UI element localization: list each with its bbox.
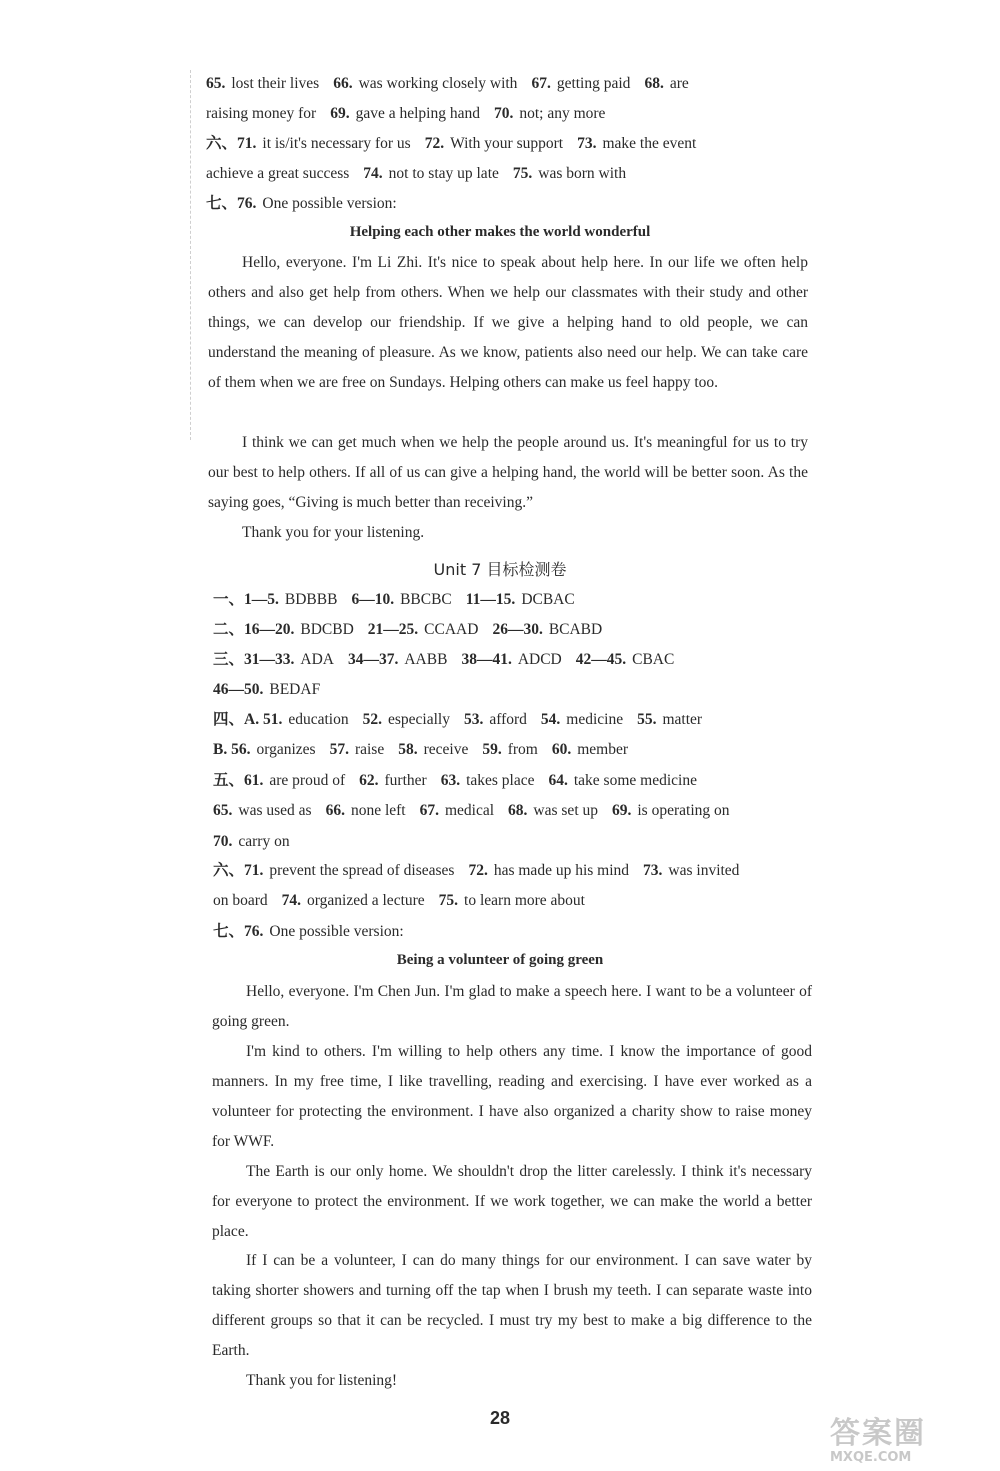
answer-item	[213, 651, 334, 668]
answer-number: 74.	[281, 892, 302, 909]
answer-item	[548, 772, 696, 789]
answer-item	[213, 621, 354, 638]
answer-line	[213, 740, 642, 760]
answer-item	[643, 862, 739, 879]
answer-item	[213, 892, 268, 909]
answer-item	[576, 651, 675, 668]
answer-item	[206, 195, 397, 212]
answer-line	[206, 194, 411, 214]
answer-text: organizes	[256, 741, 316, 758]
answer-line	[213, 590, 589, 610]
answer-item	[464, 711, 527, 728]
answer-text: CBAC	[632, 651, 675, 668]
answer-text: One possible version:	[269, 923, 404, 940]
answer-text: was born with	[538, 165, 627, 182]
answer-text: education	[288, 711, 349, 728]
essay-paragraph: I'm kind to others. I'm willing to help others any time. I know the importance of good manners. In my free time, I like travelling, reading and exercising. I have ever worked as a volunteer for protecting the environment. I have also organized a charity show to raise money for WWF.	[212, 1043, 812, 1150]
answer-number: 58.	[398, 741, 418, 758]
answer-text: carry on	[238, 833, 290, 850]
answer-number: 67.	[419, 802, 439, 819]
answer-item	[492, 621, 602, 638]
answer-number: 65.	[206, 75, 226, 92]
answer-line	[213, 861, 753, 881]
answer-text: takes place	[466, 772, 535, 789]
answer-item	[213, 923, 404, 940]
answer-text: from	[507, 741, 538, 758]
answer-item	[466, 591, 575, 608]
answer-item	[348, 651, 447, 668]
answer-text: ADCD	[517, 651, 562, 668]
answer-number: 60.	[551, 741, 572, 758]
answer-item	[468, 862, 629, 879]
answer-text: AABB	[404, 651, 448, 668]
answer-number: 6—10.	[351, 591, 395, 608]
answer-number: 五、61.	[213, 772, 264, 789]
answer-text: are	[669, 75, 689, 92]
answer-number: 75.	[512, 165, 533, 182]
answer-line	[213, 922, 418, 942]
answer-number: 57.	[329, 741, 349, 758]
answer-text: One possible version:	[262, 195, 397, 212]
answer-line	[213, 620, 616, 640]
essay-title: Helping each other makes the world wonderful	[349, 224, 651, 240]
answer-item	[368, 621, 479, 638]
answer-item	[612, 802, 730, 819]
answer-number: 67.	[531, 75, 551, 92]
answer-number: 六、71.	[213, 862, 264, 879]
answer-item	[482, 741, 538, 758]
answer-text: has made up his mind	[493, 862, 630, 879]
answer-text: was invited	[668, 862, 740, 879]
answer-number: 一、1—5.	[213, 591, 279, 608]
answer-item	[213, 711, 349, 728]
page-number: 28	[489, 1408, 511, 1428]
answer-line	[206, 104, 619, 124]
answer-item	[213, 833, 290, 850]
answer-text: especially	[387, 711, 450, 728]
margin-rule	[190, 70, 191, 440]
answer-line	[213, 680, 334, 700]
answer-item	[330, 105, 480, 122]
answer-number: 66.	[333, 75, 353, 92]
answer-number: 69.	[612, 802, 632, 819]
answer-number: 70.	[213, 833, 233, 850]
answer-text: BDCBD	[300, 621, 354, 638]
answer-item	[420, 802, 494, 819]
answer-line	[206, 134, 710, 154]
answer-item	[206, 135, 411, 152]
essay-title: Being a volunteer of going green	[396, 952, 604, 968]
answer-number: 65.	[213, 802, 233, 819]
answer-text: BBCBC	[400, 591, 452, 608]
answer-text: on board	[213, 892, 268, 909]
answer-text: further	[384, 772, 427, 789]
answer-item	[637, 711, 702, 728]
answer-line	[206, 74, 703, 94]
answer-text: lost their lives	[231, 75, 320, 92]
answer-line	[213, 801, 744, 821]
answer-text: ADA	[300, 651, 334, 668]
answer-text: raising money for	[206, 105, 317, 122]
answer-text: it is/it's necessary for us	[262, 135, 411, 152]
answer-number: 72.	[468, 862, 488, 879]
answer-text: CCAAD	[424, 621, 479, 638]
answer-number: 46—50.	[213, 681, 264, 698]
answer-number: 七、76.	[206, 195, 257, 212]
answer-number: 73.	[577, 135, 597, 152]
answer-item	[398, 741, 468, 758]
answer-number: 21—25.	[367, 621, 419, 638]
answer-item	[541, 711, 623, 728]
answer-number: 52.	[362, 711, 382, 728]
answer-item	[508, 802, 598, 819]
answer-item	[531, 75, 630, 92]
essay-paragraph: Hello, everyone. I'm Chen Jun. I'm glad to make a speech here. I want to be a volunteer of going green.	[212, 983, 812, 1030]
answer-item	[213, 772, 345, 789]
essay-paragraph: Thank you for listening!	[246, 1372, 398, 1389]
answer-item	[351, 591, 451, 608]
answer-item	[213, 741, 316, 758]
answer-item	[213, 862, 454, 879]
answer-number: B. 56.	[213, 741, 251, 758]
answer-number: 74.	[363, 165, 383, 182]
answer-item	[213, 802, 312, 819]
answer-item	[206, 165, 349, 182]
answer-number: 63.	[440, 772, 461, 789]
answer-text: are proud of	[269, 772, 346, 789]
answer-number: 42—45.	[575, 651, 627, 668]
answer-item	[577, 135, 696, 152]
answer-text: getting paid	[556, 75, 631, 92]
answer-number: 三、31—33.	[213, 651, 295, 668]
essay-paragraph: The Earth is our only home. We shouldn't drop the litter carelessly. I think it's necessary for everyone to protect the environment. If we work together, we can make the world a better place.	[212, 1163, 812, 1240]
answer-number: 59.	[482, 741, 502, 758]
essay-paragraph: If I can be a volunteer, I can do many things for our environment. I can save water by taking shorter showers and turning off the tap when I brush my teeth. I can separate waste into different groups so that it can be recycled. I must try my best to make a big difference to the Earth.	[212, 1252, 812, 1359]
answer-item	[494, 105, 605, 122]
watermark-text: 答案圈	[830, 1416, 926, 1451]
essay-paragraph: Hello, everyone. I'm Li Zhi. It's nice to speak about help here. In our life we often help others and also get help from others. When we help our classmates with their study and other things, we can develop our friendship. If we give a helping hand to old people, we can understand the meaning of pleasure. As we know, patients also need our help. We can take care of them when we are free on Sundays. Helping others can make us feel happy too.	[208, 254, 808, 391]
answer-number: 七、76.	[213, 923, 264, 940]
answer-item	[363, 711, 450, 728]
answer-item	[513, 165, 626, 182]
answer-text: achieve a great success	[206, 165, 350, 182]
answer-item	[363, 165, 499, 182]
answer-item	[644, 75, 688, 92]
answer-number: 11—15.	[465, 591, 516, 608]
answer-item	[552, 741, 628, 758]
answer-text: not to stay up late	[388, 165, 499, 182]
answer-number: 68.	[644, 75, 664, 92]
section-heading: Unit 7 目标检测卷	[433, 560, 567, 579]
answer-number: 64.	[548, 772, 568, 789]
answer-number: 26—30.	[492, 621, 543, 638]
answer-number: 68.	[508, 802, 528, 819]
answer-item	[206, 105, 316, 122]
answer-line	[213, 832, 304, 852]
answer-text: was used as	[238, 802, 312, 819]
answer-line	[206, 164, 640, 184]
answer-number: 62.	[359, 772, 379, 789]
answer-item	[425, 135, 563, 152]
answer-text: gave a helping hand	[355, 105, 480, 122]
answer-text: to learn more about	[464, 892, 585, 909]
answer-number: 66.	[325, 802, 345, 819]
answer-text: make the event	[602, 135, 697, 152]
answer-text: DCBAC	[521, 591, 575, 608]
answer-text: raise	[354, 741, 385, 758]
answer-number: 38—41.	[461, 651, 512, 668]
answer-text: take some medicine	[573, 772, 697, 789]
answer-number: 34—37.	[347, 651, 399, 668]
answer-text: prevent the spread of diseases	[269, 862, 455, 879]
answer-number: 二、16—20.	[213, 621, 295, 638]
answer-text: BCABD	[548, 621, 603, 638]
answer-item	[439, 892, 585, 909]
answer-text: was working closely with	[358, 75, 518, 92]
answer-item	[206, 75, 319, 92]
answer-number: 六、71.	[206, 135, 257, 152]
answer-text: none left	[350, 802, 406, 819]
answer-text: organized a lecture	[307, 892, 425, 909]
answer-text: With your support	[450, 135, 564, 152]
answer-text: not; any more	[519, 105, 606, 122]
answer-text: matter	[662, 711, 703, 728]
answer-text: is operating on	[637, 802, 730, 819]
watermark-logo	[830, 1408, 990, 1468]
answer-item	[359, 772, 427, 789]
answer-number: 55.	[637, 711, 657, 728]
answer-text: BEDAF	[269, 681, 321, 698]
answer-number: 四、A. 51.	[213, 711, 283, 728]
answer-number: 53.	[463, 711, 484, 728]
answer-number: 70.	[493, 105, 514, 122]
answer-number: 75.	[438, 892, 459, 909]
answer-item	[461, 651, 561, 668]
answer-item	[326, 802, 406, 819]
answer-item	[282, 892, 425, 909]
answer-text: medicine	[566, 711, 624, 728]
watermark-url: MXQE.COM	[830, 1450, 912, 1465]
answer-item	[213, 591, 337, 608]
answer-item	[330, 741, 385, 758]
answer-text: BDBBB	[284, 591, 338, 608]
answer-number: 72.	[424, 135, 445, 152]
essay-paragraph: Thank you for your listening.	[242, 524, 425, 541]
answer-text: receive	[423, 741, 469, 758]
answer-line	[213, 771, 711, 791]
answer-line	[213, 650, 688, 670]
essay-paragraph: I think we can get much when we help the people around us. It's meaningful for us to try our best to help others. If all of us can give a helping hand, the world will be better soon. As the saying goes, “Giving is much better than receiving.”	[208, 434, 808, 511]
answer-item	[441, 772, 535, 789]
answer-text: member	[577, 741, 629, 758]
answer-item	[333, 75, 517, 92]
answer-number: 69.	[330, 105, 350, 122]
answer-line	[213, 891, 599, 911]
answer-text: was set up	[533, 802, 598, 819]
answer-text: afford	[489, 711, 527, 728]
answer-number: 54.	[540, 711, 561, 728]
answer-line	[213, 710, 716, 730]
answer-number: 73.	[643, 862, 663, 879]
answer-text: medical	[444, 802, 495, 819]
answer-item	[213, 681, 320, 698]
